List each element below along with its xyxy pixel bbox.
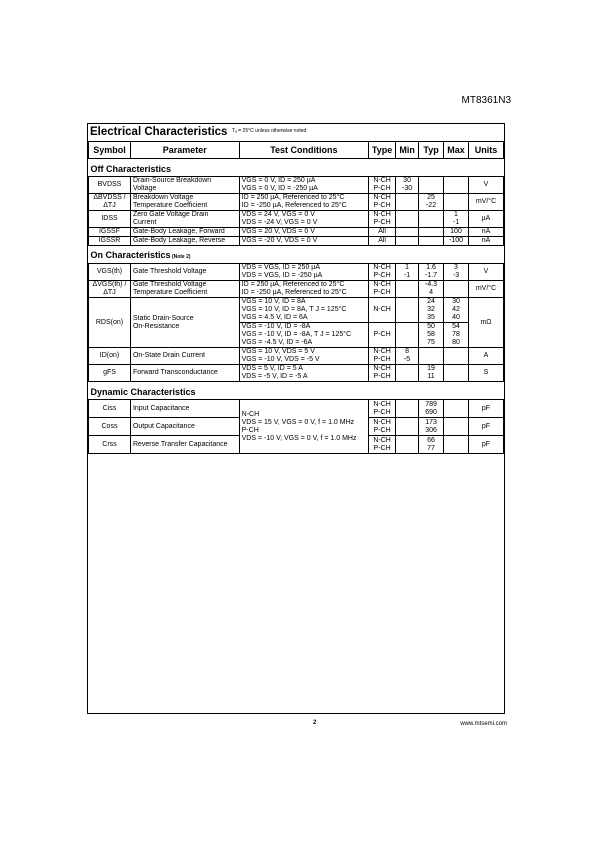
website: www.mtsemi.com (460, 721, 507, 727)
typ-cell: 24 32 35 (419, 298, 444, 323)
max-cell (444, 365, 469, 382)
typ-cell: 173 306 (419, 418, 444, 436)
min-cell: 1 -1 (396, 264, 419, 281)
col-type: Type (369, 142, 396, 159)
min-cell (396, 298, 419, 323)
min-cell (396, 194, 419, 211)
symbol-cell: Ciss (89, 400, 131, 418)
conditions-cell: ID = 250 µA, Referenced to 25°C ID = -250 µA, Referenced to 25°C (239, 194, 368, 211)
min-cell (396, 237, 419, 246)
table-row (89, 400, 504, 418)
type-cell: All (369, 237, 396, 246)
parameter-cell: Gate Threshold Voltage (130, 264, 239, 281)
parameter-cell: Forward Transconductance (130, 365, 239, 382)
parameter-cell: Breakdown Voltage Temperature Coefficient (130, 194, 239, 211)
max-cell (444, 436, 469, 454)
min-cell (396, 323, 419, 348)
symbol-cell: ID(on) (89, 348, 131, 365)
type-cell: N-CH (369, 298, 396, 323)
type-cell: N-CH P-CH (369, 400, 396, 418)
max-cell (444, 177, 469, 194)
symbol-cell: IGSSF (89, 228, 131, 237)
table-row (89, 365, 504, 382)
table-row (89, 211, 504, 228)
typ-cell (419, 237, 444, 246)
symbol-cell: Coss (89, 418, 131, 436)
conditions-cell: VGS = 10 V, ID = 8A VGS = 10 V, ID = 8A, T J = 125°C VGS = 4.5 V, ID = 6A (239, 298, 368, 323)
units-cell: pF (468, 436, 503, 454)
conditions-cell: VGS = 10 V, VDS = 5 V VGS = -10 V, VDS = -5 V (239, 348, 368, 365)
section-off (89, 159, 504, 177)
symbol-cell: ΔBVDSS / ΔTJ (89, 194, 131, 211)
conditions-cell: VGS = -10 V, ID = -8A VGS = -10 V, ID = -8A, T J = 125°C VGS = -4.5 V, ID = -6A (239, 323, 368, 348)
type-cell: P-CH (369, 323, 396, 348)
col-parameter: Parameter (130, 142, 239, 159)
parameter-cell: Reverse Transfer Capacitance (130, 436, 239, 454)
table-row (89, 348, 504, 365)
min-cell (396, 211, 419, 228)
typ-cell: 25 -22 (419, 194, 444, 211)
units-cell: S (468, 365, 503, 382)
min-cell (396, 281, 419, 298)
typ-cell: 789 690 (419, 400, 444, 418)
section-title: Electrical Characteristics (90, 126, 228, 138)
parameter-cell: Gate Threshold Voltage Temperature Coefficient (130, 281, 239, 298)
max-cell: 3 -3 (444, 264, 469, 281)
col-min: Min (396, 142, 419, 159)
conditions-cell: VDS = 5 V, ID = 5 A VDS = -5 V, ID = -5 A (239, 365, 368, 382)
min-cell: 30 -30 (396, 177, 419, 194)
min-cell (396, 365, 419, 382)
parameter-cell: Input Capacitance (130, 400, 239, 418)
units-cell: nA (468, 228, 503, 237)
section-heading: On Characteristics (Note 2) (89, 246, 504, 264)
typ-cell: -4.3 4 (419, 281, 444, 298)
table-row (89, 177, 504, 194)
min-cell: 8 -5 (396, 348, 419, 365)
units-cell: pF (468, 400, 503, 418)
conditions-cell: N-CH VDS = 15 V, VGS = 0 V, f = 1.0 MHz P-CH VDS = -10 V, VGS = 0 V, f = 1.0 MHz (239, 400, 368, 454)
min-cell (396, 228, 419, 237)
max-cell (444, 281, 469, 298)
section-heading: Dynamic Characteristics (89, 382, 504, 400)
units-cell: A (468, 348, 503, 365)
symbol-cell: BVDSS (89, 177, 131, 194)
type-cell: N-CH P-CH (369, 264, 396, 281)
type-cell: N-CH P-CH (369, 436, 396, 454)
section-on (89, 246, 504, 264)
min-cell (396, 418, 419, 436)
type-cell: All (369, 228, 396, 237)
units-cell: mΩ (468, 298, 503, 348)
max-cell: 54 78 80 (444, 323, 469, 348)
max-cell (444, 194, 469, 211)
typ-cell: 19 11 (419, 365, 444, 382)
units-cell: nA (468, 237, 503, 246)
section-note: (Note 2) (170, 254, 191, 260)
units-cell: V (468, 177, 503, 194)
table-row (89, 194, 504, 211)
max-cell (444, 400, 469, 418)
conditions-cell: VDS = VGS, ID = 250 µA VDS = VGS, ID = -250 µA (239, 264, 368, 281)
conditions-cell: VGS = 0 V, ID = 250 µA VGS = 0 V, ID = -250 µA (239, 177, 368, 194)
typ-cell (419, 211, 444, 228)
page-number: 2 (313, 720, 317, 726)
typ-cell: 66 77 (419, 436, 444, 454)
typ-cell (419, 348, 444, 365)
parameter-cell: Gate-Body Leakage, Reverse (130, 237, 239, 246)
units-cell: mV/°C (468, 281, 503, 298)
col-units: Units (468, 142, 503, 159)
col-max: Max (444, 142, 469, 159)
conditions-cell: VDS = 24 V, VGS = 0 V VDS = -24 V, VGS = 0 V (239, 211, 368, 228)
symbol-cell: ΔVGS(th) / ΔTJ (89, 281, 131, 298)
type-cell: N-CH P-CH (369, 365, 396, 382)
type-cell: N-CH P-CH (369, 281, 396, 298)
table-row (89, 281, 504, 298)
conditions-cell: VGS = 20 V, VDS = 0 V (239, 228, 368, 237)
parameter-cell: Gate-Body Leakage, Forward (130, 228, 239, 237)
max-cell: 1 -1 (444, 211, 469, 228)
symbol-cell: gFS (89, 365, 131, 382)
parameter-cell: Zero Gate Voltage Drain Current (130, 211, 239, 228)
symbol-cell: IDSS (89, 211, 131, 228)
parameter-cell: Output Capacitance (130, 418, 239, 436)
parameter-cell: On-State Drain Current (130, 348, 239, 365)
section-dynamic (89, 382, 504, 400)
symbol-cell: VGS(th) (89, 264, 131, 281)
col-test-conditions: Test Conditions (239, 142, 368, 159)
max-cell: 30 42 40 (444, 298, 469, 323)
units-cell: µA (468, 211, 503, 228)
units-cell: V (468, 264, 503, 281)
table-header-row (89, 142, 504, 159)
units-cell: mV/°C (468, 194, 503, 211)
symbol-cell: RDS(on) (89, 298, 131, 348)
part-number: MT8361N3 (461, 95, 511, 106)
max-cell: 100 (444, 228, 469, 237)
typ-cell: 50 58 75 (419, 323, 444, 348)
type-cell: N-CH P-CH (369, 211, 396, 228)
symbol-cell: IGSSR (89, 237, 131, 246)
type-cell: N-CH P-CH (369, 418, 396, 436)
type-cell: N-CH P-CH (369, 348, 396, 365)
electrical-characteristics-table (88, 141, 504, 454)
parameter-cell: Static Drain-Source On-Resistance (130, 298, 239, 348)
units-cell: pF (468, 418, 503, 436)
title-note: Tₐ = 25°C unless otherwise noted (232, 128, 307, 134)
col-symbol: Symbol (89, 142, 131, 159)
typ-cell (419, 228, 444, 237)
min-cell (396, 400, 419, 418)
min-cell (396, 436, 419, 454)
col-typ: Typ (419, 142, 444, 159)
max-cell (444, 348, 469, 365)
table-row (89, 237, 504, 246)
section-heading: Off Characteristics (89, 159, 504, 177)
type-cell: N-CH P-CH (369, 177, 396, 194)
max-cell: -100 (444, 237, 469, 246)
table-row (89, 264, 504, 281)
table-row (89, 298, 504, 323)
table-row (89, 228, 504, 237)
symbol-cell: Crss (89, 436, 131, 454)
typ-cell (419, 177, 444, 194)
max-cell (444, 418, 469, 436)
typ-cell: 1.6 -1.7 (419, 264, 444, 281)
type-cell: N-CH P-CH (369, 194, 396, 211)
conditions-cell: ID = 250 µA, Referenced to 25°C ID = -250 µA, Referenced to 25°C (239, 281, 368, 298)
conditions-cell: VGS = -20 V, VDS = 0 V (239, 237, 368, 246)
parameter-cell: Drain-Source Breakdown Voltage (130, 177, 239, 194)
